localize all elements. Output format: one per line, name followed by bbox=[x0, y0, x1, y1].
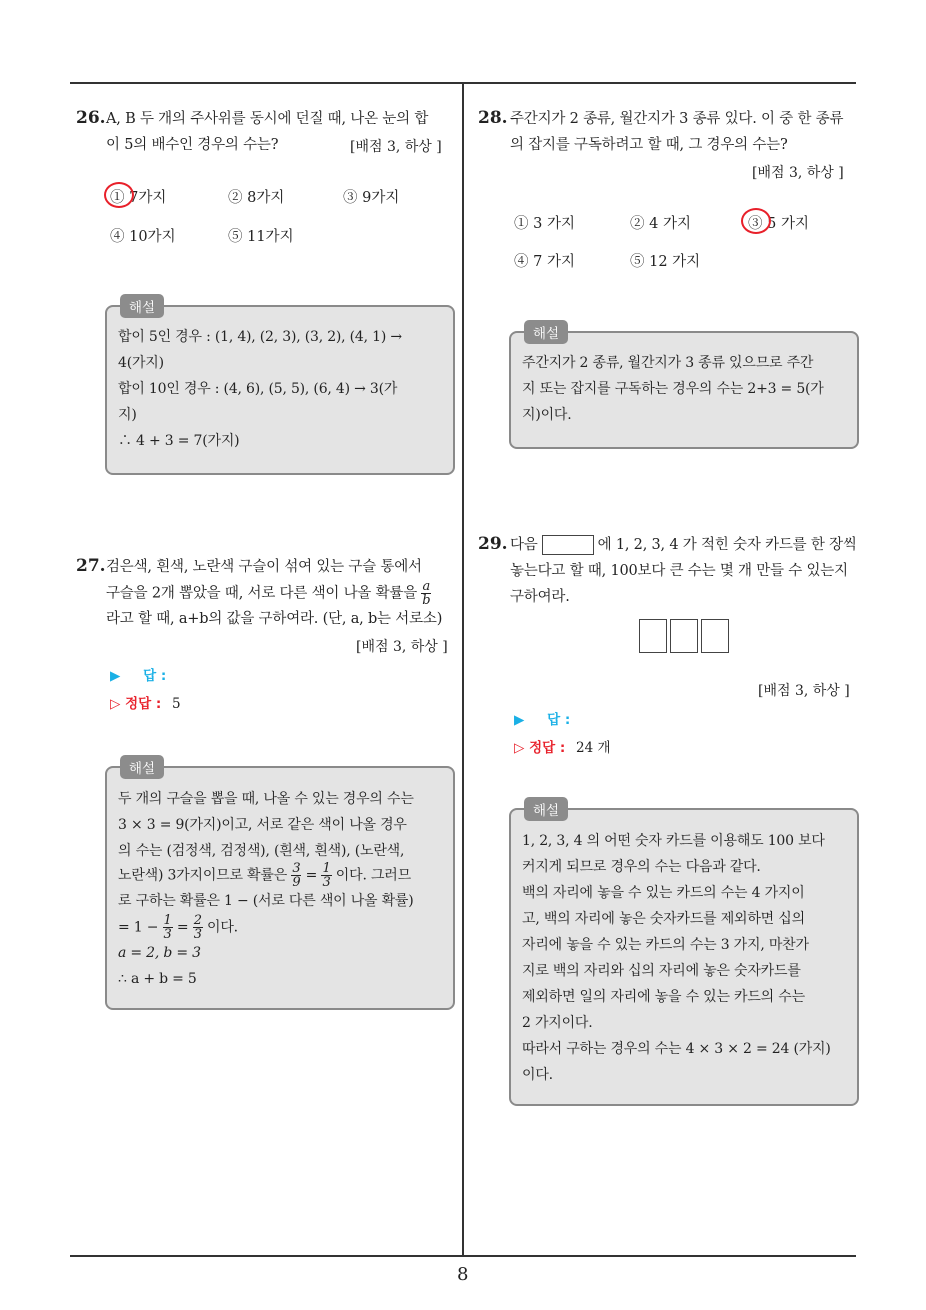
solution-tag: 해설 bbox=[524, 320, 568, 344]
solution-line: 지) bbox=[118, 407, 137, 423]
question-text-line: 라고 할 때, a+b의 값을 구하여라. (단, a, b는 서로소) bbox=[106, 611, 443, 627]
column-divider bbox=[462, 84, 464, 1256]
correct-answer-row bbox=[110, 692, 181, 712]
correct-label: 정답 : bbox=[529, 740, 566, 756]
number-card-slot bbox=[670, 619, 698, 653]
answer-circle-mark bbox=[104, 182, 134, 208]
solution-line: 노란색) 3가지이므로 확률은 $\frac{3}{9}$ = $\frac{1}{3}$ 이다. 그러므 bbox=[118, 861, 411, 890]
choice-5[interactable]: ⑤ 11가지 bbox=[228, 229, 294, 245]
blank-box bbox=[542, 535, 594, 555]
solution-line: 3 × 3 = 9(가지)이고, 서로 같은 색이 나올 경우 bbox=[118, 817, 407, 833]
solution-line: 제외하면 일의 자리에 놓을 수 있는 카드의 수는 bbox=[522, 989, 805, 1005]
solution-line: 두 개의 구슬을 뽑을 때, 나올 수 있는 경우의 수는 bbox=[118, 791, 414, 807]
fraction-a-over-b: $\frac{a}{b}$ bbox=[422, 579, 431, 608]
solution-line: 고, 백의 자리에 놓은 숫자카드를 제외하면 십의 bbox=[522, 911, 805, 927]
fraction: $\frac{1}{3}$ bbox=[163, 913, 172, 942]
play-triangle-icon: ▶ bbox=[514, 712, 525, 728]
question-text-line: 검은색, 흰색, 노란색 구슬이 섞여 있는 구슬 통에서 bbox=[106, 559, 422, 575]
solution-line: ∴ a + b = 5 bbox=[118, 971, 197, 987]
solution-line: ∴ 4 + 3 = 7(가지) bbox=[118, 433, 240, 449]
answer-input-row[interactable] bbox=[110, 664, 166, 684]
question-text-line: A, B 두 개의 주사위를 동시에 던질 때, 나온 눈의 합 bbox=[106, 111, 429, 127]
solution-line: 합이 5인 경우 : (1, 4), (2, 3), (3, 2), (4, 1) → bbox=[118, 329, 402, 345]
choice-3[interactable]: ③ 9가지 bbox=[343, 190, 400, 206]
solution-line: 합이 10인 경우 : (4, 6), (5, 5), (6, 4) → 3(가 bbox=[118, 381, 398, 397]
solution-line: 2 가지이다. bbox=[522, 1015, 593, 1031]
fraction: $\frac{2}{3}$ bbox=[193, 913, 202, 942]
question-text-line: 의 잡지를 구독하려고 할 때, 그 경우의 수는? bbox=[510, 137, 788, 153]
question-text-line: 다음 에 1, 2, 3, 4 가 적힌 숫자 카드를 한 장씩 bbox=[510, 537, 857, 553]
fraction: $\frac{1}{3}$ bbox=[322, 861, 331, 890]
correct-label: 정답 : bbox=[125, 696, 162, 712]
solution-line: 의 수는 (검정색, 검정색), (흰색, 흰색), (노란색, bbox=[118, 843, 405, 859]
question-text-line: 이 5의 배수인 경우의 수는? bbox=[106, 137, 279, 153]
solution-line: = 1 − $\frac{1}{3}$ = $\frac{2}{3}$ 이다. bbox=[118, 913, 238, 942]
answer-circle-mark bbox=[741, 208, 771, 234]
choice-4[interactable]: ④ 7 가지 bbox=[514, 254, 575, 270]
answer-label: 답 : bbox=[547, 712, 571, 728]
choice-1[interactable]: ① 3 가지 bbox=[514, 216, 575, 232]
solution-line: 1, 2, 3, 4 의 어떤 숫자 카드를 이용해도 100 보다 bbox=[522, 833, 825, 849]
solution-tag: 해설 bbox=[120, 294, 164, 318]
choice-1[interactable]: ① 7가지 bbox=[110, 190, 167, 206]
question-number: 27. bbox=[76, 556, 106, 576]
solution-line: 주간지가 2 종류, 월간지가 3 종류 있으므로 주간 bbox=[522, 355, 814, 371]
choice-5[interactable]: ⑤ 12 가지 bbox=[630, 254, 701, 270]
solution-line: 지로 백의 자리와 십의 자리에 놓은 숫자카드를 bbox=[522, 963, 801, 979]
score-info: [배점 3, 하상 ] bbox=[752, 165, 844, 181]
solution-line: 4(가지) bbox=[118, 355, 164, 371]
outline-triangle-icon: ▷ bbox=[514, 740, 525, 756]
solution-line: 이다. bbox=[522, 1067, 553, 1083]
solution-line: 커지게 되므로 경우의 수는 다음과 같다. bbox=[522, 859, 761, 875]
question-number: 28. bbox=[478, 108, 508, 128]
answer-input-row[interactable] bbox=[514, 708, 570, 728]
question-text-line: 놓는다고 할 때, 100보다 큰 수는 몇 개 만들 수 있는지 bbox=[510, 563, 848, 579]
question-text-line bbox=[106, 580, 431, 607]
score-info: [배점 3, 하상 ] bbox=[356, 639, 448, 655]
fraction: $\frac{3}{9}$ bbox=[292, 861, 301, 890]
solution-line: 로 구하는 확률은 1 − (서로 다른 색이 나올 확률) bbox=[118, 893, 414, 909]
score-info: [배점 3, 하상 ] bbox=[350, 139, 442, 155]
choice-4[interactable]: ④ 10가지 bbox=[110, 229, 176, 245]
solution-line: 지 또는 잡지를 구독하는 경우의 수는 2+3 = 5(가 bbox=[522, 381, 824, 397]
correct-value: 5 bbox=[171, 696, 181, 712]
correct-answer-row bbox=[514, 736, 611, 756]
play-triangle-icon: ▶ bbox=[110, 668, 121, 684]
solution-tag: 해설 bbox=[120, 755, 164, 779]
choice-2[interactable]: ② 4 가지 bbox=[630, 216, 691, 232]
solution-line: 지)이다. bbox=[522, 407, 572, 423]
solution-line: a = 2, b = 3 bbox=[118, 945, 201, 961]
solution-line: 자리에 놓을 수 있는 카드의 수는 3 가지, 마찬가 bbox=[522, 937, 809, 953]
question-text-line: 주간지가 2 종류, 월간지가 3 종류 있다. 이 중 한 종류 bbox=[510, 111, 844, 127]
solution-tag: 해설 bbox=[524, 797, 568, 821]
bottom-rule bbox=[70, 1255, 856, 1257]
page-number: 8 bbox=[457, 1264, 469, 1285]
question-text-line: 구하여라. bbox=[510, 589, 570, 605]
solution-line: 백의 자리에 놓을 수 있는 카드의 수는 4 가지이 bbox=[522, 885, 805, 901]
choice-3[interactable]: ③ 5 가지 bbox=[748, 216, 809, 232]
score-info: [배점 3, 하상 ] bbox=[758, 683, 850, 699]
question-number: 26. bbox=[76, 108, 106, 128]
question-number: 29. bbox=[478, 534, 508, 554]
outline-triangle-icon: ▷ bbox=[110, 696, 121, 712]
number-card-slot bbox=[639, 619, 667, 653]
solution-line: 따라서 구하는 경우의 수는 4 × 3 × 2 = 24 (가지) bbox=[522, 1041, 831, 1057]
answer-label: 답 : bbox=[143, 668, 167, 684]
question-text: 구슬을 2개 뽑았을 때, 서로 다른 색이 나올 확률을 bbox=[106, 585, 418, 602]
number-card-slot bbox=[701, 619, 729, 653]
choice-2[interactable]: ② 8가지 bbox=[228, 190, 285, 206]
correct-value: 24 개 bbox=[575, 740, 611, 756]
